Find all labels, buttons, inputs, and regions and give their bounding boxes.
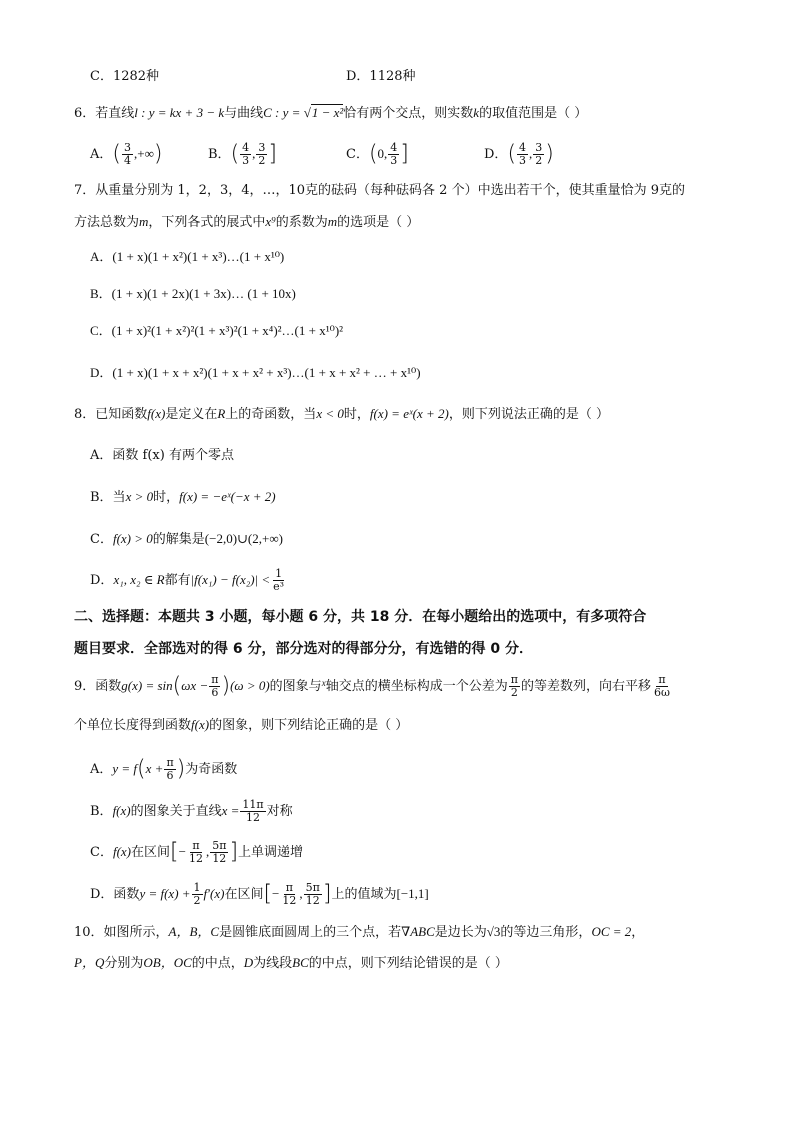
- option-label: B．: [208, 147, 231, 162]
- option-label: C．: [346, 147, 369, 162]
- q6-option-b: B．( $\frac{4}{3}$ , $\frac{3}{2}$ ]: [208, 141, 277, 167]
- q7-option-c: C．(1 + x)²(1 + x²)²(1 + x³)²(1 + x⁴)²…(1 + x¹⁰)²: [90, 323, 344, 338]
- q7-option-b: B．(1 + x)(1 + 2x)(1 + 3x)… (1 + 10x): [90, 286, 296, 301]
- q6-curve-equation: C : y =: [263, 105, 304, 120]
- q6-stem-text: 6．若直线: [74, 106, 135, 121]
- q6-stem-text: 与曲线: [224, 106, 264, 121]
- fraction: $\frac{3}{4}$: [123, 141, 131, 167]
- q7-stem-line2: 方法总数为m，下列各式的展式中x⁹的系数为m的选项是（ ）: [74, 214, 420, 230]
- q9-stem-line1: 9．函数g(x) = sin(ωx − $\frac{\pi}{6}$ )(ω > 0)的图象与$^x$轴交点的横坐标构成一个公差为 $\frac{\pi}{2}$ 的等差数列，向右平移 $\frac{\pi}{6\omega}$: [74, 673, 670, 699]
- q6-stem-text: 的取值范围是（ ）: [479, 106, 588, 121]
- q8-option-d: D．x₁, x₂ ∈ R都有|f(x₁) − f(x₂)| < $\frac{1}{\text{e³}}$: [90, 567, 285, 593]
- section2-heading-line2: 题目要求．全部选对的得 6 分，部分选对的得部分分，有选错的得 0 分．: [74, 641, 533, 657]
- q8-stem: 8．已知函数f(x)是定义在R上的奇函数，当x < 0时，f(x) = eˣ(x + 2)，则下列说法正确的是（ ）: [74, 406, 609, 422]
- q6-stem-text: 恰有两个交点，则实数: [343, 106, 474, 121]
- q8-option-b: B．当x > 0时，f(x) = −eˣ(−x + 2): [90, 489, 276, 505]
- q6-stem: 6．若直线l : y = kx + 3 − k与曲线C : y = √1 − x²恰有两个交点，则实数k的取值范围是（ ）: [74, 105, 588, 121]
- option-label: A．: [90, 147, 113, 162]
- q5-option-d: D．1128种: [346, 69, 416, 84]
- q6-curve-radicand: 1 − x²: [311, 105, 344, 120]
- section2-heading-line1: 二、选择题：本题共 3 小题，每小题 6 分，共 18 分．在每小题给出的选项中，有多项符合: [74, 609, 647, 625]
- q6-line-equation: l : y = kx + 3 − k: [134, 105, 225, 120]
- q6-option-d: D．( $\frac{4}{3}$ , $\frac{3}{2}$ ): [484, 141, 554, 167]
- q7-stem-line1: 7．从重量分别为 1，2，3，4，…，10克的砝码（每种砝码各 2 个）中选出若干个，使其重量恰为 9克的: [74, 183, 685, 198]
- q10-stem-line2: P，Q分别为OB，OC的中点，D为线段BC的中点，则下列结论错误的是（ ）: [74, 955, 508, 971]
- q7-option-d: D．(1 + x)(1 + x + x²)(1 + x + x² + x³)…(1 + x + x² + … + x¹⁰): [90, 365, 421, 380]
- q9-stem-line2: 个单位长度得到函数f(x)的图象，则下列结论正确的是（ ）: [74, 717, 409, 733]
- q8-option-c: C．f(x) > 0的解集是(−2,0)∪(2,+∞): [90, 531, 283, 547]
- q6-option-c: C．(0, $\frac{4}{3}$ ]: [346, 141, 409, 167]
- q9-option-a: A．y = f(x + $\frac{\pi}{6}$ )为奇函数: [90, 756, 238, 782]
- q10-stem-line1: 10．如图所示，A，B，C是圆锥底面圆周上的三个点，若∇ABC是边长为√3的等边三角形，OC = 2，: [74, 924, 645, 940]
- q9-option-c: C．f(x)在区间[− $\frac{\pi}{12}$ , $\frac{5\pi}{12}$ ]上单调递增: [90, 839, 304, 865]
- option-label: D．: [484, 147, 508, 162]
- q7-option-a: A．(1 + x)(1 + x²)(1 + x³)…(1 + x¹⁰): [90, 249, 285, 264]
- q9-option-d: D．函数y = f(x) + $\frac{1}{2}$ f′(x)在区间[− $\frac{\pi}{12}$ , $\frac{5\pi}{12}$ ]上的值域为[−1,1]: [90, 881, 429, 907]
- q9-option-b: B．f(x)的图象关于直线x = $\frac{11\pi}{12}$ 对称: [90, 798, 293, 824]
- q6-var-k: k: [473, 105, 480, 120]
- q8-option-a: A．函数 f(x) 有两个零点: [90, 448, 234, 463]
- option-text: ,+∞: [133, 146, 154, 161]
- q6-option-a: A．( $\frac{3}{4}$ ,+∞): [90, 141, 163, 167]
- q5-option-c: C．1282种: [90, 69, 160, 84]
